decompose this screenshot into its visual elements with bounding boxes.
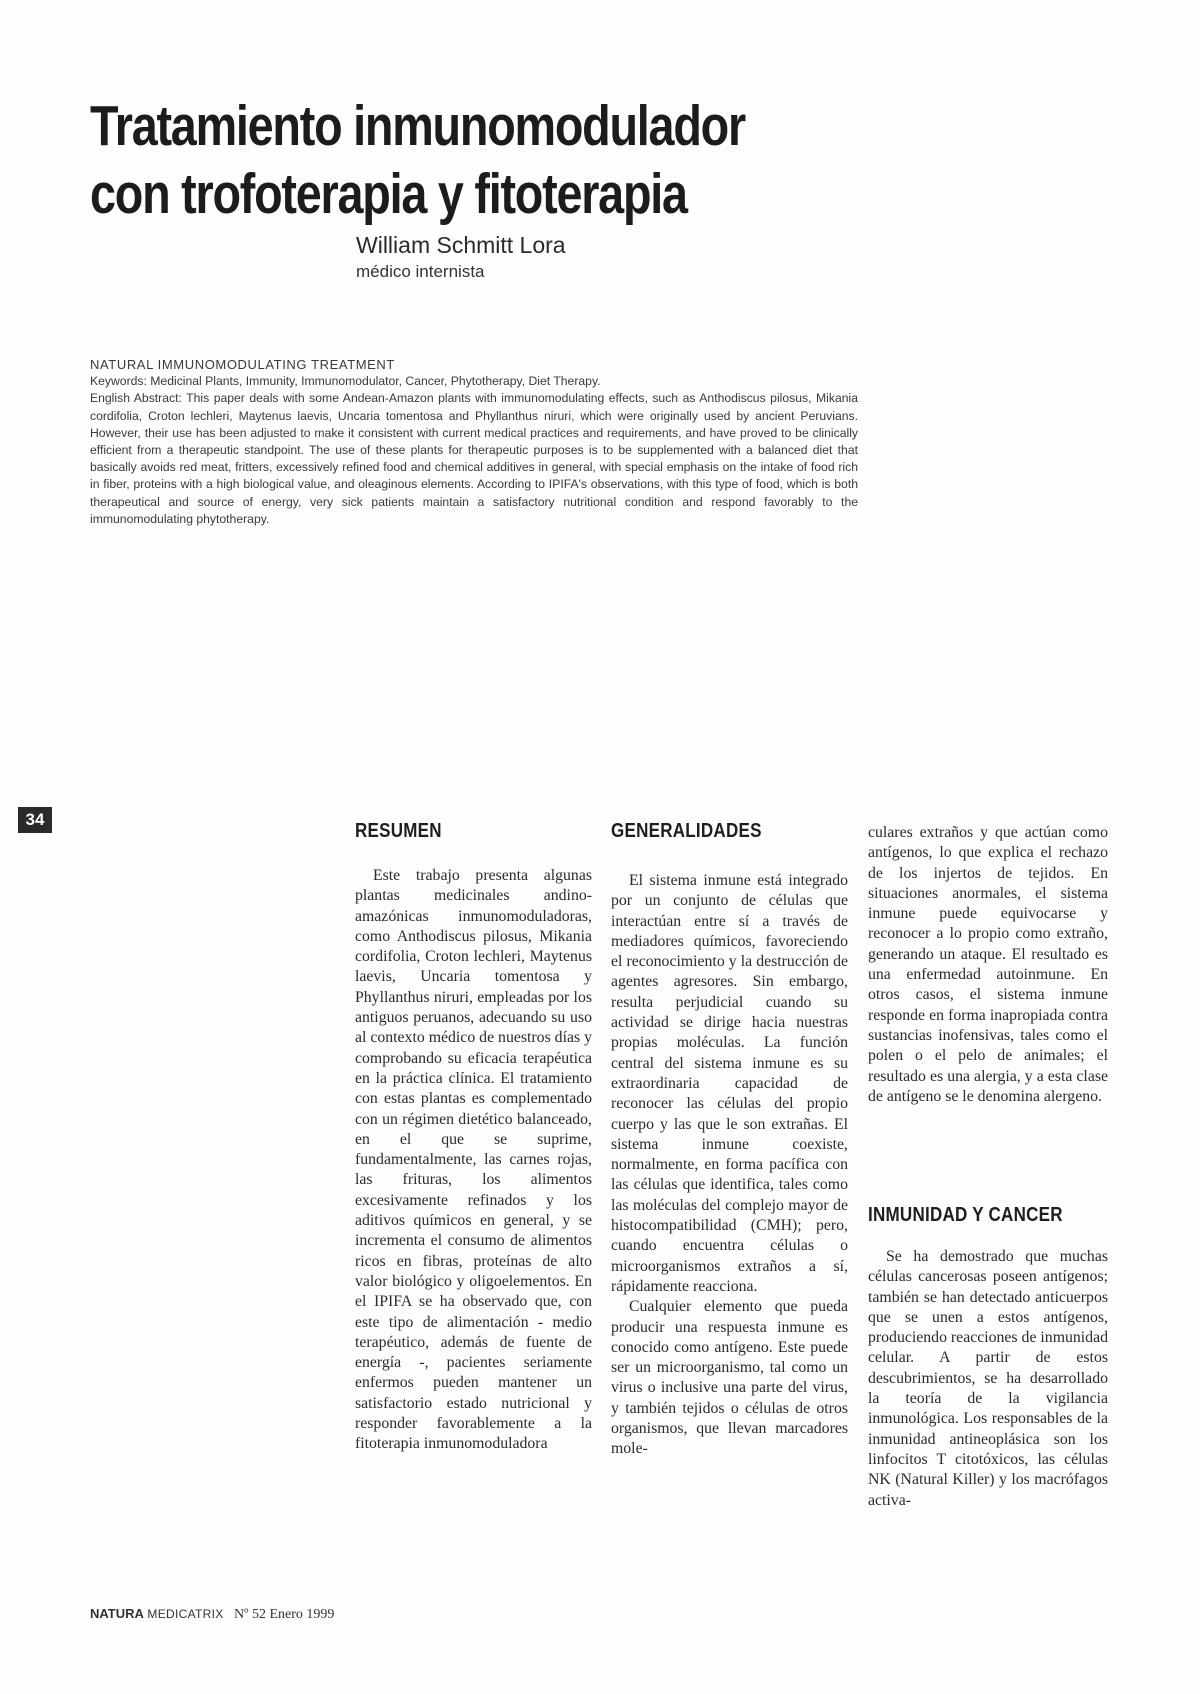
generalidades-heading: GENERALIDADES [611, 820, 762, 842]
page-number: 34 [18, 807, 52, 833]
page-footer [90, 1606, 334, 1623]
author-role: médico internista [356, 262, 485, 281]
title-line-2: con trofoterapia y fitoterapia [90, 162, 687, 226]
resumen-text: Este trabajo presenta algunas plantas medicinales andino-amazónicas inmunomoduladoras, como Anthodiscus pilosus, Mikania cordifolia, Croton lechleri, Maytenus laevis, Uncaria tomentosa y Phyllanthus niruri, empleadas por los antiguos peruanos, adecuando su uso al contexto médico de nuestros días y comprobando su eficacia terapéutica en la práctica clínica. El tratamiento con estas plantas es complementado con un régimen dietético balanceado, en el que se suprime, fundamentalmente, las carnes rojas, las frituras, los alimentos excesivamente refinados y los aditivos químicos en general, y se incrementa el consumo de alimentos ricos en fibras, proteínas de alto valor biológico y oligoelementos. En el IPIFA se ha observado que, con este tipo de alimentación - medio terapéutico, además de fuente de energía -, pacientes seriamente enfermos pueden mantener un satisfactorio estado nutricional y responder favorablemente a la fitoterapia inmunomoduladora [355, 867, 592, 1453]
inmunidad-text: Se ha demostrado que muchas células cancerosas poseen antígenos; también se han detectado anticuerpos que se unen a estos antígenos, produciendo reacciones de inmunidad celular. A partir de estos descubrimientos, se ha desarrollado la teoría de la vigilancia inmunológica. Los responsables de la inmunidad antineoplásica son los linfocitos T citotóxicos, las células NK (Natural Killer) y los macrófagos activa- [868, 1248, 1108, 1509]
english-abstract-block [90, 356, 858, 528]
generalidades-paragraph-3: culares extraños y que actúan como antígenos, lo que explica el rechazo de los injertos de tejidos. En situaciones anormales, el sistema inmune puede equivocarse y reconocer a lo propio como extraño, generando un ataque. El resultado es una enfermedad autoinmune. En otros casos, el sistema inmune responde en forma inapropiada contra sustancias inofensivas, tales como el polen o el pelo de animales; el resultado es una alergia, y a esta clase de antígeno se le denomina alergeno. [868, 824, 1108, 1105]
article-title [90, 92, 828, 228]
english-abstract-text: English Abstract: This paper deals with some Andean-Amazon plants with immunomodulating effects, such as Anthodiscus pilosus, Mikania cordifolia, Croton lechleri, Maytenus laevis, Uncaria tomentosa and Phyllanthus niruri, which were originally used by ancient Peruvians. However, their use has been adjusted to make it consistent with current medical practices and requirements, and have proved to be clinically efficient from a therapeutic standpoint. The use of these plants for therapeutic purposes is to be supplemented with a balanced diet that basically avoids red meat, fritters, excessively refined food and chemical additives in general, with special emphasis on the intake of food rich in fiber, proteins with a high biological value, and oleaginous elements. According to IPIFA's observations, with this type of food, which is both therapeutical and source of energy, very sick patients maintain a satisfactory nutritional condition and respond favorably to the immunomodulating phytotherapy. [90, 391, 858, 526]
resumen-heading: RESUMEN [355, 820, 442, 842]
generalidades-paragraph-2: Cualquier elemento que pueda producir una respuesta inmune es conocido como antígeno. Este puede ser un microorganismo, tal como un virus o inclusive una parte del virus, y también tejidos o células de otros organismos, que llevan marcadores mole- [611, 1298, 848, 1458]
author-name: William Schmitt Lora [356, 232, 566, 258]
journal-brand-light: MEDICATRIX [147, 1607, 224, 1621]
inmunidad-column [868, 1247, 1108, 1511]
english-title: NATURAL IMMUNOMODULATING TREATMENT [90, 357, 395, 372]
inmunidad-heading: INMUNIDAD Y CANCER [868, 1204, 1063, 1226]
generalidades-paragraph-1: El sistema inmune está integrado por un conjunto de células que interactúan entre sí a través de mediadores químicos, favoreciendo el reconocimiento y la destrucción de agentes agresores. Sin embargo, resulta perjudicial cuando su actividad se dirige hacia nuestras propias moléculas. La función central del sistema inmune es su extraordinaria capacidad de reconocer las células del propio cuerpo y las que le son extrañas. El sistema inmune coexiste, normalmente, en forma pacífica con las células que identifica, tales como las moléculas del complejo mayor de histocompatibilidad (CMH); pero, cuando encuentra células o microorganismos extraños a sí, rápidamente reacciona. [611, 872, 848, 1295]
keywords: Keywords: Medicinal Plants, Immunity, Immunomodulator, Cancer, Phytotherapy, Diet Therapy. [90, 374, 601, 389]
issue-info: Nº 52 Enero 1999 [234, 1607, 335, 1622]
journal-brand-bold: NATURA [90, 1606, 144, 1621]
generalidades-column [611, 871, 848, 1460]
generalidades-continued-column [868, 823, 1108, 1107]
resumen-column [355, 866, 592, 1455]
title-line-1: Tratamiento inmunomodulador [90, 94, 745, 158]
